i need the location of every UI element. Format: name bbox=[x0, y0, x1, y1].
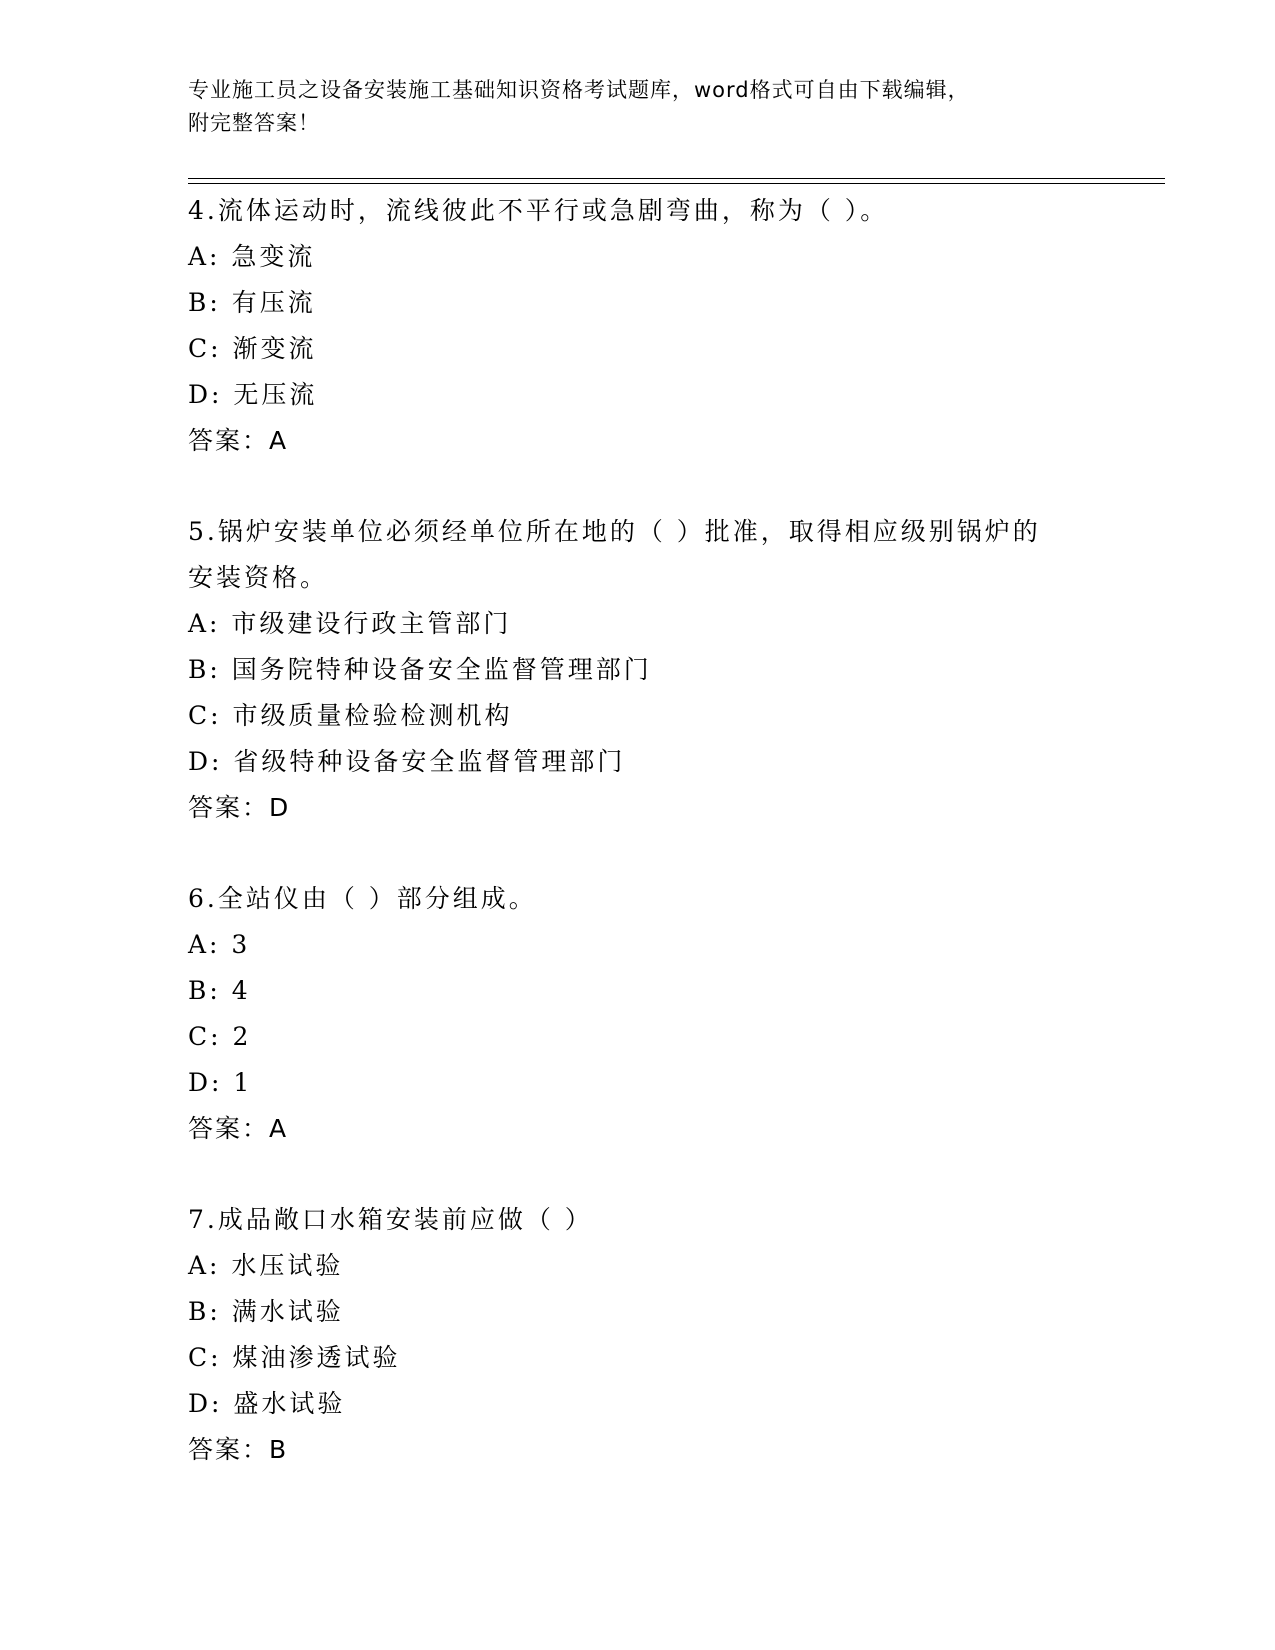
answer-line: 答案：A bbox=[188, 426, 289, 455]
question-stem-line-2: 安装资格。 bbox=[188, 563, 329, 592]
question-stem-line-1: 5.锅炉安装单位必须经单位所在地的（ ）批准，取得相应级别锅炉的 bbox=[188, 517, 1041, 546]
header-intro-line-2: 附完整答案！ bbox=[188, 111, 320, 135]
option-a: A: 水压试验 bbox=[188, 1251, 344, 1280]
question-stem: 6.全站仪由（ ）部分组成。 bbox=[188, 884, 537, 913]
question-4 bbox=[188, 188, 1088, 464]
header-intro-line-1: 专业施工员之设备安装施工基础知识资格考试题库，word格式可自由下载编辑， bbox=[188, 78, 970, 102]
header-divider-top bbox=[188, 178, 1165, 179]
option-d: D: 省级特种设备安全监督管理部门 bbox=[188, 747, 626, 776]
option-b: B: 国务院特种设备安全监督管理部门 bbox=[188, 655, 652, 684]
option-a: A: 急变流 bbox=[188, 242, 316, 271]
option-c: C: 市级质量检验检测机构 bbox=[188, 701, 513, 730]
option-c: C: 煤油渗透试验 bbox=[188, 1343, 401, 1372]
option-a: A: 市级建设行政主管部门 bbox=[188, 609, 512, 638]
answer-line: 答案：B bbox=[188, 1435, 289, 1464]
question-7 bbox=[188, 1197, 1088, 1473]
question-5 bbox=[188, 509, 1088, 831]
question-stem: 4.流体运动时，流线彼此不平行或急剧弯曲，称为（ ）。 bbox=[188, 196, 889, 225]
option-b: B: 满水试验 bbox=[188, 1297, 344, 1326]
answer-line: 答案：D bbox=[188, 793, 291, 822]
option-d: D: 1 bbox=[188, 1068, 253, 1097]
answer-line: 答案：A bbox=[188, 1114, 289, 1143]
option-a: A: 3 bbox=[188, 930, 251, 959]
option-c: C: 2 bbox=[188, 1022, 252, 1051]
option-b: B: 有压流 bbox=[188, 288, 316, 317]
option-c: C: 渐变流 bbox=[188, 334, 317, 363]
header-divider-bottom bbox=[188, 183, 1165, 184]
question-list bbox=[188, 188, 1088, 1518]
option-d: D: 无压流 bbox=[188, 380, 318, 409]
question-6 bbox=[188, 876, 1088, 1152]
option-b: B: 4 bbox=[188, 976, 251, 1005]
document-header bbox=[188, 74, 1088, 140]
option-d: D: 盛水试验 bbox=[188, 1389, 346, 1418]
question-stem: 7.成品敞口水箱安装前应做（ ） bbox=[188, 1205, 593, 1234]
